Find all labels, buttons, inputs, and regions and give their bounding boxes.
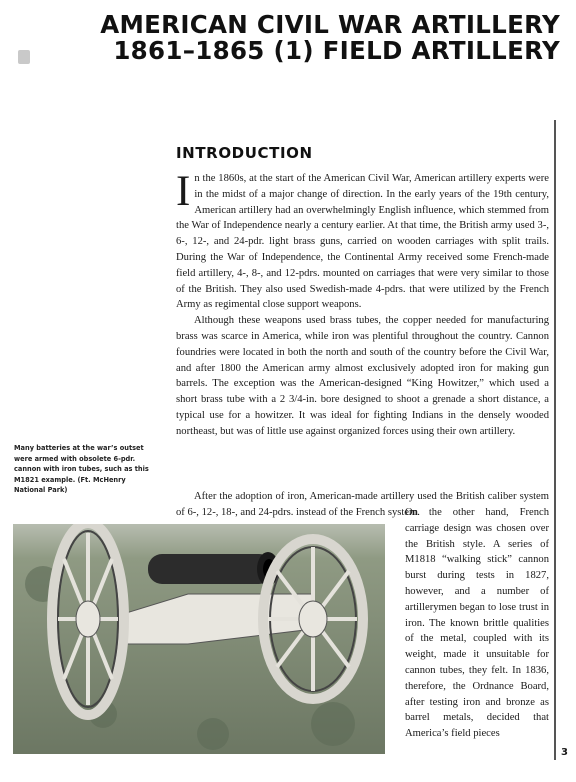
cannon-illustration <box>13 524 385 754</box>
paragraph-3-narrow: On the other hand, French carriage design was chosen over the British style. A series of M1818 “walking stick” cannon burst during tests in 1827, however, and a number of artillerymen began to lose trust in iron. The known brittle qualities of the metal, coupled with its weight, made it unsuitable for cannon tubes, they felt. In 1836, therefore, the Ordnance Board, after testing iron and bronze as barrel metals, decided that America’s field pieces <box>405 507 549 740</box>
drop-cap: I <box>176 168 191 215</box>
page-number: 3 <box>561 747 568 758</box>
paragraph-1 <box>176 168 549 313</box>
title-line-2: 1861–1865 (1) FIELD ARTILLERY <box>113 36 560 65</box>
paragraph-1-text: n the 1860s, at the start of the American Civil War, American artillery experts were in the midst of a major change of direction. In the early years of the 19th century, American artillery had an overwhelmingly English influence, which stemmed from the War of Independence nearly a century earlier. At that time, the British army used 3-, 6-, 12-, and 24-pdr. light brass guns, carried on wooden carriages with split trails. During the War of Independence, the Continental Army received some French-made field artillery, 4-, 8-, and 12-pdrs. mounted on carriages that were very similar to those of the British. They also used Swedish-made 4-pdrs. that were utilized by the French Army as regimental close support weapons. <box>176 173 549 311</box>
paragraph-3-wide-text: After the adoption of iron, American-made artillery used the British caliber system of 6-, 12-, 18-, and 24-pdrs. instead of the French system. <box>176 491 549 518</box>
section-heading: INTRODUCTION <box>176 144 313 162</box>
field-cannon-photo <box>13 524 385 754</box>
margin-rule <box>554 120 556 760</box>
body-text <box>176 168 549 440</box>
paragraph-2: Although these weapons used brass tubes, the copper needed for manufacturing brass was scarce in America, while iron was plentiful throughout the country. Cannon foundries were located in both the north and south of the country before the Civil War, and after 1800 the American army almost exclusively adopted iron for making gun barrels. The exception was the American-designed “King Howitzer,” which used a short brass tube with a 2 3/4-in. bore designed to shoot a grenade a short distance, a typical use for a howitzer. It was ideal for fighting Indians in the densely wooded northeast, but was of little use against organized forces using their own artillery. <box>176 315 549 437</box>
title-line-1: AMERICAN CIVIL WAR ARTILLERY <box>100 10 560 39</box>
page-title <box>0 12 560 64</box>
series-mark-icon <box>18 50 30 64</box>
photo-caption: Many batteries at the war’s outset were armed with obsolete 6-pdr. cannon with iron tubes, such as this M1821 example. (Ft. McHenry National Park) <box>14 444 149 495</box>
